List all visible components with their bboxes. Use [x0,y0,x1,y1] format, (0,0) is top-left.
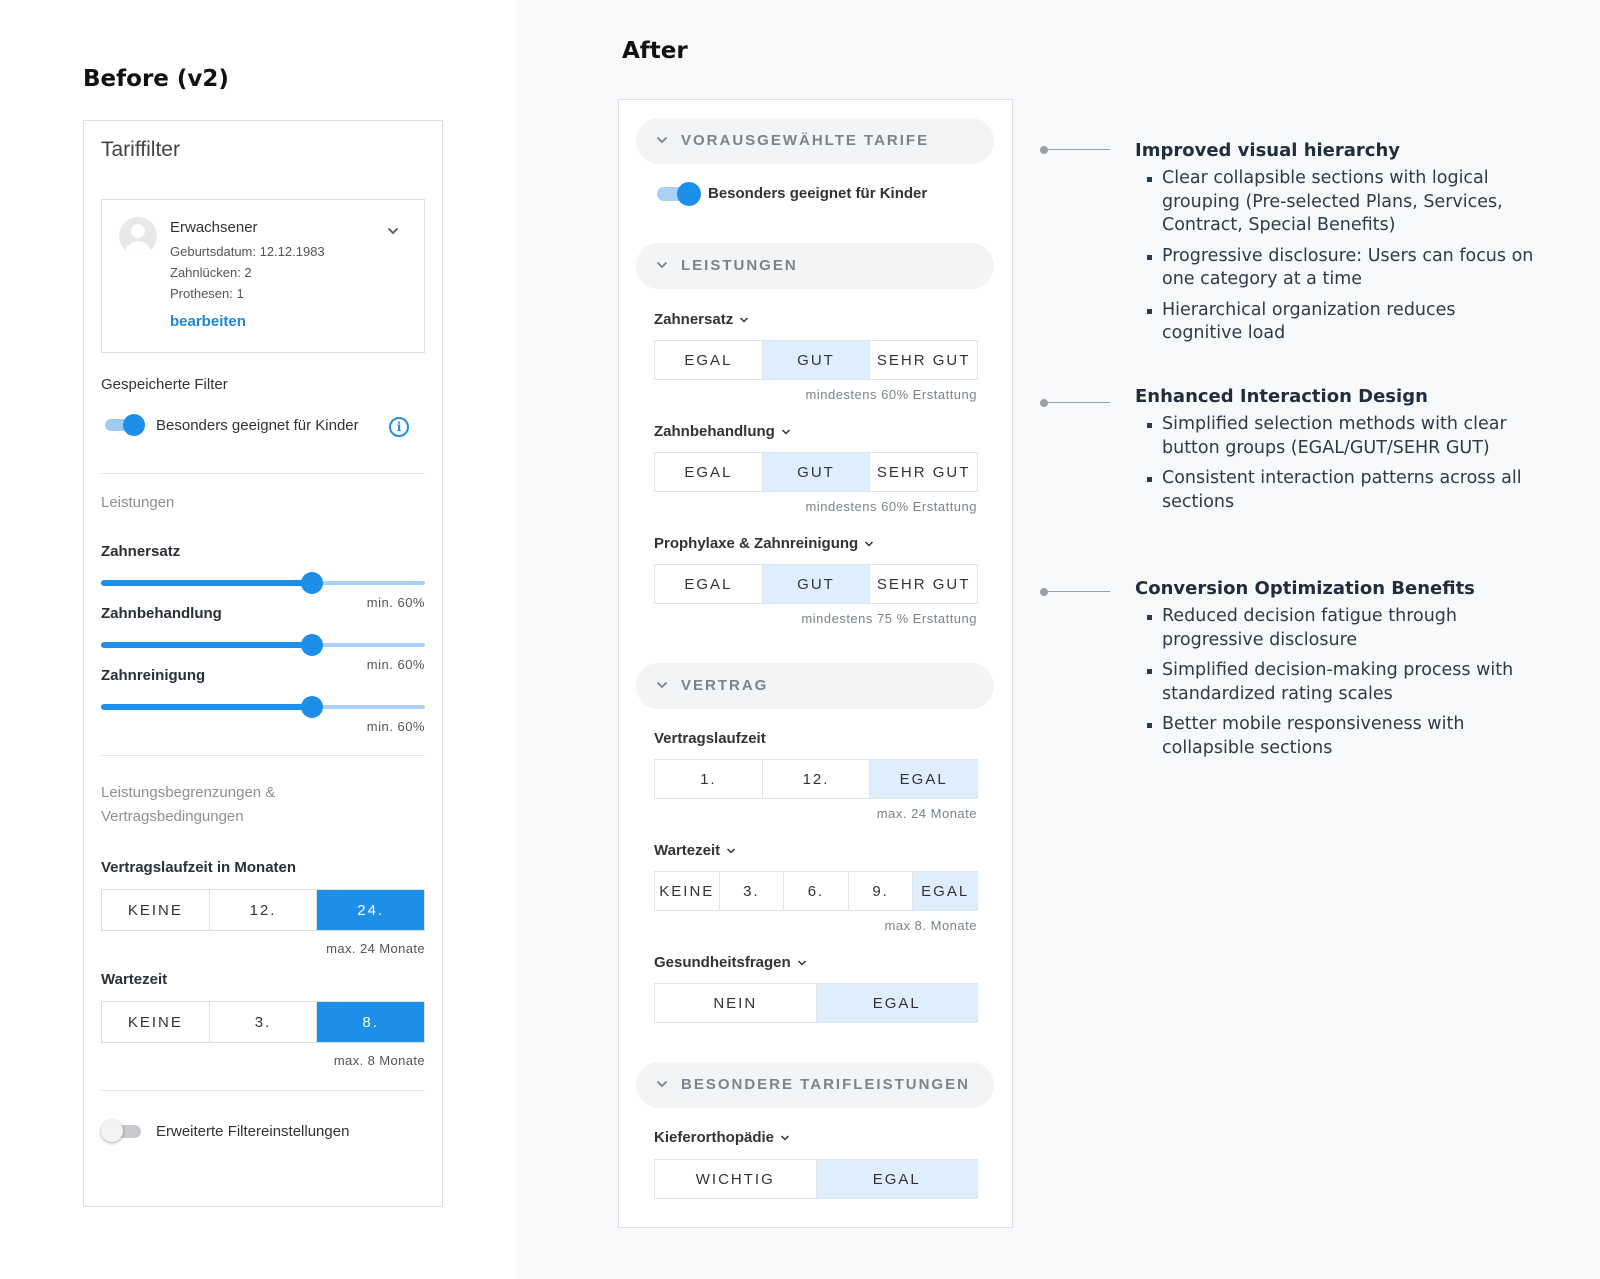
chevron-down-icon [656,259,668,271]
accordion-label: VORAUSGEWÄHLTE TARIFE [681,132,930,149]
chevron-down-icon [864,539,874,549]
option-button[interactable]: WICHTIG [655,1160,817,1198]
option-button[interactable]: EGAL [655,453,763,491]
accordion-label: BESONDERE TARIFLEISTUNGEN [681,1076,970,1093]
note-conversion [1135,578,1535,767]
option-button[interactable]: EGAL [655,341,763,379]
option-button[interactable]: 12. [763,760,871,798]
chevron-down-icon[interactable] [387,225,399,237]
note-hierarchy [1135,140,1535,353]
avatar-icon [119,217,157,255]
kids-toggle[interactable] [103,415,145,435]
note-title: Enhanced Interaction Design [1135,386,1428,407]
slider-label: Zahnreinigung [101,667,206,684]
option-button[interactable]: GUT [763,453,871,491]
option-button[interactable]: 3. [720,872,785,910]
profile-gaps: Zahnlücken: 2 [170,265,252,280]
kids-toggle-label: Besonders geeignet für Kinder [708,185,928,202]
term-label: Vertragslaufzeit in Monaten [101,859,297,876]
note-bullet: Simplified decision-making process with standardized rating scales [1135,659,1535,706]
slider-thumb[interactable] [301,572,323,594]
connector [1040,399,1110,407]
option-button[interactable]: EGAL [655,565,763,603]
note-bullet: Consistent interaction patterns across all sections [1135,467,1535,514]
note-bullet: Simplified selection methods with clear button groups (EGAL/GUT/SEHR GUT) [1135,413,1535,460]
connector [1040,146,1110,154]
option-button[interactable]: GUT [763,341,871,379]
edit-profile-link[interactable]: bearbeiten [170,313,246,330]
after-title: After [622,38,688,64]
note-bullet: Hierarchical organization reduces cognitive load [1135,299,1535,346]
waiting-note: max. 8 Monate [333,1053,425,1068]
zahnbehandlung-slider[interactable] [101,633,425,657]
note-bullet: Clear collapsible sections with logical grouping (Pre-selected Plans, Services, Contract, Special Benefits) [1135,167,1535,238]
option-button[interactable]: 8. [317,1002,424,1042]
chevron-down-icon [656,1078,668,1090]
health-label[interactable]: Gesundheitsfragen [654,954,807,971]
waiting-button-group [654,871,978,911]
waiting-label: Wartezeit [101,971,168,988]
zahnersatz-label[interactable]: Zahnersatz [654,311,749,328]
option-button[interactable]: EGAL [817,1160,978,1198]
zahnbehandlung-label[interactable]: Zahnbehandlung [654,423,791,440]
option-button[interactable]: SEHR GUT [876,351,971,369]
slider-note: min. 60% [366,657,425,672]
slider-label: Zahnbehandlung [101,605,222,622]
zahnreinigung-slider[interactable] [101,695,425,719]
slider-thumb[interactable] [301,696,323,718]
waiting-button-group [101,1001,425,1043]
slider-note: min. 60% [366,719,425,734]
note-interaction [1135,386,1535,521]
chevron-down-icon [797,958,807,968]
health-button-group [654,983,978,1023]
profile-card [101,199,425,353]
info-icon[interactable]: i [389,417,409,437]
option-button[interactable]: SEHR GUT [876,575,971,593]
zahnbehandlung-button-group [654,452,978,492]
profile-name: Erwachsener [170,219,258,236]
option-button[interactable]: 12. [210,890,318,930]
profile-prostheses: Prothesen: 1 [170,286,244,301]
zahnersatz-slider[interactable] [101,571,425,595]
note-bullet: Reduced decision fatigue through progressive disclosure [1135,605,1535,652]
before-filter-panel [83,120,443,1207]
term-button-group [101,889,425,931]
prophylaxe-note: mindestens 75 % Erstattung [801,611,977,626]
ortho-label[interactable]: Kieferorthopädie [654,1129,790,1146]
option-button[interactable]: 1. [655,760,763,798]
chevron-down-icon [739,315,749,325]
connector [1040,588,1110,596]
prophylaxe-label[interactable]: Prophylaxe & Zahnreinigung [654,535,874,552]
option-button[interactable]: EGAL [913,872,977,910]
panel-title: Tariffilter [101,138,180,161]
limits-heading-line2: Vertragsbedingungen [101,808,244,825]
chevron-down-icon [656,679,668,691]
slider-thumb[interactable] [301,634,323,656]
option-button[interactable]: 9. [849,872,914,910]
term-label: Vertragslaufzeit [654,730,766,747]
option-button[interactable]: KEINE [102,890,210,930]
after-filter-panel [618,99,1013,1228]
chevron-down-icon [781,427,791,437]
slider-label: Zahnersatz [101,543,181,560]
option-button[interactable]: SEHR GUT [876,463,971,481]
prophylaxe-button-group [654,564,978,604]
term-button-group [654,759,978,799]
zahnbehandlung-note: mindestens 60% Erstattung [805,499,977,514]
slider-note: min. 60% [366,595,425,610]
divider [101,755,425,756]
option-button[interactable]: 3. [210,1002,318,1042]
option-button[interactable]: KEINE [102,1002,210,1042]
note-title: Improved visual hierarchy [1135,140,1400,161]
option-button[interactable]: NEIN [655,984,817,1022]
kids-toggle-label: Besonders geeignet für Kinder [156,417,359,434]
accordion-contract[interactable] [636,663,994,709]
note-bullet: Progressive disclosure: Users can focus on one category at a time [1135,245,1535,292]
profile-birthdate: Geburtsdatum: 12.12.1983 [170,244,325,259]
term-note: max. 24 Monate [876,806,977,821]
divider [101,1090,425,1091]
accordion-preselected[interactable] [636,118,994,164]
option-button[interactable]: 24. [317,890,424,930]
accordion-label: VERTRAG [681,677,769,694]
saved-filters-label: Gespeicherte Filter [101,376,228,393]
option-button[interactable]: KEINE [655,872,720,910]
limits-heading-line1: Leistungsbegrenzungen & [101,784,276,801]
waiting-note: max 8. Monate [884,918,977,933]
accordion-label: LEISTUNGEN [681,257,798,274]
option-button[interactable]: EGAL [817,984,978,1022]
kids-toggle[interactable] [657,182,701,206]
accordion-services[interactable] [636,243,994,289]
note-title: Conversion Optimization Benefits [1135,578,1475,599]
zahnersatz-note: mindestens 60% Erstattung [805,387,977,402]
ortho-button-group [654,1159,978,1199]
accordion-special[interactable] [636,1062,994,1108]
advanced-toggle[interactable] [101,1120,143,1142]
option-button[interactable]: EGAL [870,760,977,798]
before-title: Before (v2) [83,66,229,92]
advanced-toggle-label: Erweiterte Filtereinstellungen [156,1123,350,1140]
services-heading: Leistungen [101,494,175,511]
waiting-label[interactable]: Wartezeit [654,842,736,859]
divider [101,473,425,474]
chevron-down-icon [780,1133,790,1143]
zahnersatz-button-group [654,340,978,380]
term-note: max. 24 Monate [326,941,425,956]
option-button[interactable]: 6. [784,872,849,910]
chevron-down-icon [726,846,736,856]
note-bullet: Better mobile responsiveness with collapsible sections [1135,713,1535,760]
option-button[interactable]: GUT [763,565,871,603]
chevron-down-icon [656,134,668,146]
